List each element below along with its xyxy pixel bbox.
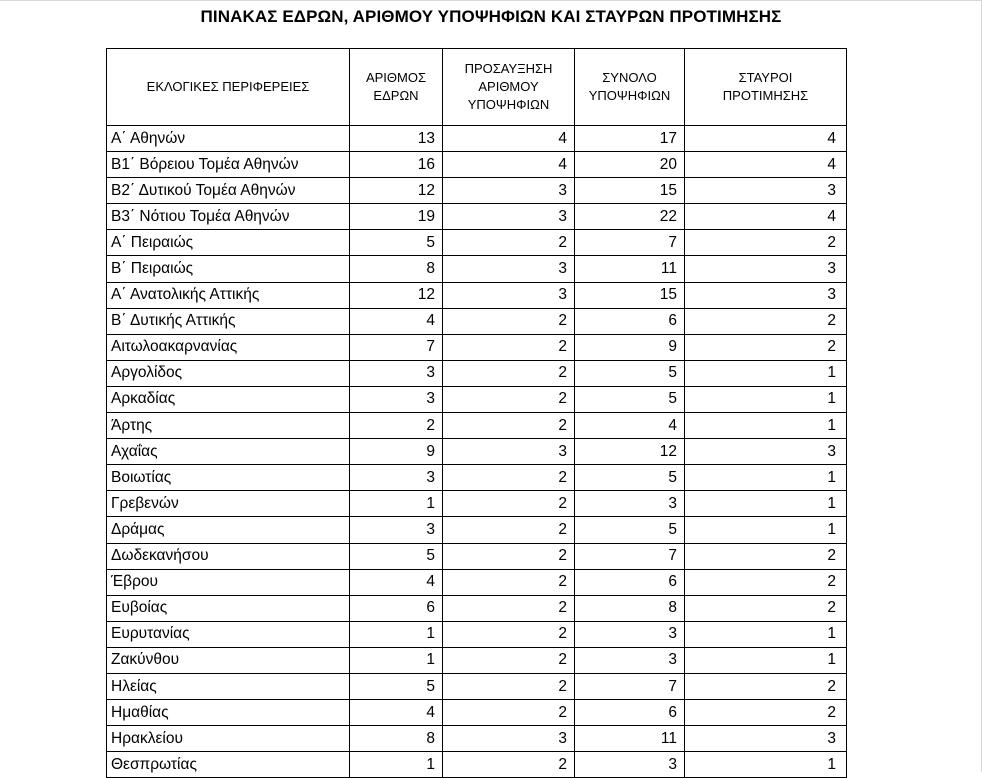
table-row [107, 673, 847, 699]
cell-total: 5 [575, 386, 685, 412]
table-row [107, 647, 847, 673]
cell-crosses: 4 [685, 152, 847, 178]
cell-crosses: 1 [685, 647, 847, 673]
cell-increase: 3 [443, 256, 575, 282]
cell-region: Ηλείας [107, 673, 350, 699]
cell-crosses: 3 [685, 256, 847, 282]
cell-total: 7 [575, 673, 685, 699]
cell-seats: 16 [350, 152, 443, 178]
cell-total: 9 [575, 334, 685, 360]
cell-total: 20 [575, 152, 685, 178]
header-increase-line: ΑΡΙΘΜΟΥ [478, 79, 539, 94]
cell-crosses: 2 [685, 308, 847, 334]
cell-crosses: 2 [685, 673, 847, 699]
cell-crosses: 2 [685, 334, 847, 360]
header-seats-line: ΕΔΡΩΝ [373, 88, 419, 103]
cell-total: 17 [575, 126, 685, 152]
table-row [107, 256, 847, 282]
table-row [107, 178, 847, 204]
cell-seats: 1 [350, 491, 443, 517]
cell-total: 8 [575, 595, 685, 621]
cell-increase: 2 [443, 308, 575, 334]
cell-increase: 3 [443, 439, 575, 465]
cell-increase: 2 [443, 465, 575, 491]
document-title: ΠΙΝΑΚΑΣ ΕΔΡΩΝ, ΑΡΙΘΜΟΥ ΥΠΟΨΗΦΙΩΝ ΚΑΙ ΣΤΑΥΡΩΝ ΠΡΟΤΙΜΗΣΗΣ [200, 7, 782, 26]
cell-region: Β1΄ Βόρειου Τομέα Αθηνών [107, 152, 350, 178]
cell-seats: 7 [350, 334, 443, 360]
cell-region: Β3΄ Νότιου Τομέα Αθηνών [107, 204, 350, 230]
cell-crosses: 2 [685, 700, 847, 726]
header-total-line: ΥΠΟΨΗΦΙΩΝ [588, 88, 671, 103]
table-row [107, 308, 847, 334]
header-row [107, 49, 847, 126]
cell-region: Α΄ Πειραιώς [107, 230, 350, 256]
cell-seats: 4 [350, 569, 443, 595]
table-row [107, 413, 847, 439]
cell-region: Ευρυτανίας [107, 621, 350, 647]
table-row [107, 543, 847, 569]
cell-total: 3 [575, 647, 685, 673]
header-increase-line: ΠΡΟΣΑΥΞΗΣΗ [464, 61, 553, 76]
cell-increase: 2 [443, 647, 575, 673]
header-crosses-line: ΣΤΑΥΡΟΙ [738, 70, 793, 85]
table-row [107, 334, 847, 360]
table-row [107, 152, 847, 178]
cell-crosses: 4 [685, 204, 847, 230]
cell-crosses: 1 [685, 413, 847, 439]
cell-seats: 1 [350, 621, 443, 647]
table-row [107, 360, 847, 386]
cell-seats: 6 [350, 595, 443, 621]
cell-region: Αχαΐας [107, 439, 350, 465]
cell-seats: 8 [350, 256, 443, 282]
table-row [107, 752, 847, 778]
cell-total: 5 [575, 360, 685, 386]
cell-seats: 12 [350, 282, 443, 308]
table-row [107, 726, 847, 752]
header-region-text: ΕΚΛΟΓΙΚΕΣ ΠΕΡΙΦΕΡΕΙΕΣ [146, 79, 310, 94]
cell-total: 7 [575, 543, 685, 569]
cell-seats: 1 [350, 752, 443, 778]
cell-total: 4 [575, 413, 685, 439]
header-crosses [685, 49, 847, 126]
cell-increase: 2 [443, 595, 575, 621]
cell-crosses: 2 [685, 595, 847, 621]
table-row [107, 230, 847, 256]
cell-total: 22 [575, 204, 685, 230]
cell-increase: 3 [443, 178, 575, 204]
cell-region: Έβρου [107, 569, 350, 595]
cell-increase: 3 [443, 204, 575, 230]
cell-increase: 2 [443, 491, 575, 517]
cell-seats: 8 [350, 726, 443, 752]
cell-seats: 19 [350, 204, 443, 230]
cell-seats: 1 [350, 647, 443, 673]
header-region [107, 49, 350, 126]
cell-region: Άρτης [107, 413, 350, 439]
cell-region: Β2΄ Δυτικού Τομέα Αθηνών [107, 178, 350, 204]
cell-seats: 5 [350, 230, 443, 256]
cell-region: Α΄ Ανατολικής Αττικής [107, 282, 350, 308]
cell-region: Β΄ Δυτικής Αττικής [107, 308, 350, 334]
cell-seats: 3 [350, 465, 443, 491]
cell-increase: 2 [443, 230, 575, 256]
table-row [107, 569, 847, 595]
cell-total: 3 [575, 752, 685, 778]
table-header [107, 49, 847, 126]
cell-total: 6 [575, 700, 685, 726]
cell-seats: 2 [350, 413, 443, 439]
cell-region: Ηρακλείου [107, 726, 350, 752]
cell-total: 3 [575, 621, 685, 647]
cell-region: Ευβοίας [107, 595, 350, 621]
cell-increase: 2 [443, 543, 575, 569]
cell-increase: 2 [443, 517, 575, 543]
cell-total: 12 [575, 439, 685, 465]
cell-crosses: 1 [685, 491, 847, 517]
cell-crosses: 3 [685, 282, 847, 308]
cell-seats: 3 [350, 386, 443, 412]
table-body [107, 126, 847, 778]
table-row [107, 282, 847, 308]
cell-seats: 9 [350, 439, 443, 465]
cell-region: Ημαθίας [107, 700, 350, 726]
cell-region: Ζακύνθου [107, 647, 350, 673]
cell-total: 5 [575, 465, 685, 491]
cell-seats: 12 [350, 178, 443, 204]
table-row [107, 700, 847, 726]
table-row [107, 491, 847, 517]
cell-crosses: 1 [685, 621, 847, 647]
cell-crosses: 4 [685, 126, 847, 152]
cell-region: Αιτωλοακαρνανίας [107, 334, 350, 360]
table-row [107, 621, 847, 647]
table-row [107, 386, 847, 412]
cell-seats: 3 [350, 360, 443, 386]
cell-region: Αργολίδος [107, 360, 350, 386]
cell-seats: 4 [350, 700, 443, 726]
cell-crosses: 2 [685, 543, 847, 569]
cell-total: 11 [575, 726, 685, 752]
seats-candidates-table [106, 48, 847, 778]
cell-region: Δράμας [107, 517, 350, 543]
table-row [107, 439, 847, 465]
header-total [575, 49, 685, 126]
cell-crosses: 3 [685, 178, 847, 204]
table-row [107, 126, 847, 152]
cell-crosses: 1 [685, 465, 847, 491]
table-row [107, 204, 847, 230]
header-crosses-line: ΠΡΟΤΙΜΗΣΗΣ [722, 88, 809, 103]
cell-seats: 13 [350, 126, 443, 152]
cell-crosses: 1 [685, 517, 847, 543]
cell-region: Δωδεκανήσου [107, 543, 350, 569]
cell-region: Αρκαδίας [107, 386, 350, 412]
cell-region: Α΄ Αθηνών [107, 126, 350, 152]
cell-crosses: 3 [685, 726, 847, 752]
header-seats-line: ΑΡΙΘΜΟΣ [365, 70, 427, 85]
cell-increase: 2 [443, 413, 575, 439]
cell-increase: 3 [443, 282, 575, 308]
cell-seats: 3 [350, 517, 443, 543]
cell-total: 7 [575, 230, 685, 256]
cell-total: 15 [575, 282, 685, 308]
cell-region: Θεσπρωτίας [107, 752, 350, 778]
cell-total: 6 [575, 308, 685, 334]
cell-region: Βοιωτίας [107, 465, 350, 491]
page-top-edge [0, 0, 982, 1]
cell-increase: 2 [443, 386, 575, 412]
cell-increase: 4 [443, 126, 575, 152]
cell-increase: 2 [443, 673, 575, 699]
cell-crosses: 1 [685, 386, 847, 412]
header-total-line: ΣΥΝΟΛΟ [602, 70, 657, 85]
cell-crosses: 2 [685, 230, 847, 256]
cell-increase: 3 [443, 726, 575, 752]
cell-region: Γρεβενών [107, 491, 350, 517]
cell-region: Β΄ Πειραιώς [107, 256, 350, 282]
cell-crosses: 1 [685, 360, 847, 386]
cell-total: 11 [575, 256, 685, 282]
table-row [107, 465, 847, 491]
cell-total: 3 [575, 491, 685, 517]
cell-increase: 2 [443, 334, 575, 360]
cell-increase: 2 [443, 360, 575, 386]
cell-increase: 4 [443, 152, 575, 178]
cell-crosses: 3 [685, 439, 847, 465]
cell-crosses: 1 [685, 752, 847, 778]
cell-seats: 5 [350, 673, 443, 699]
cell-seats: 5 [350, 543, 443, 569]
header-seats [350, 49, 443, 126]
cell-crosses: 2 [685, 569, 847, 595]
cell-increase: 2 [443, 621, 575, 647]
cell-total: 5 [575, 517, 685, 543]
cell-total: 15 [575, 178, 685, 204]
cell-seats: 4 [350, 308, 443, 334]
table-row [107, 595, 847, 621]
cell-increase: 2 [443, 569, 575, 595]
cell-total: 6 [575, 569, 685, 595]
header-increase [443, 49, 575, 126]
header-increase-line: ΥΠΟΨΗΦΙΩΝ [467, 97, 550, 112]
table-row [107, 517, 847, 543]
cell-increase: 2 [443, 752, 575, 778]
cell-increase: 2 [443, 700, 575, 726]
